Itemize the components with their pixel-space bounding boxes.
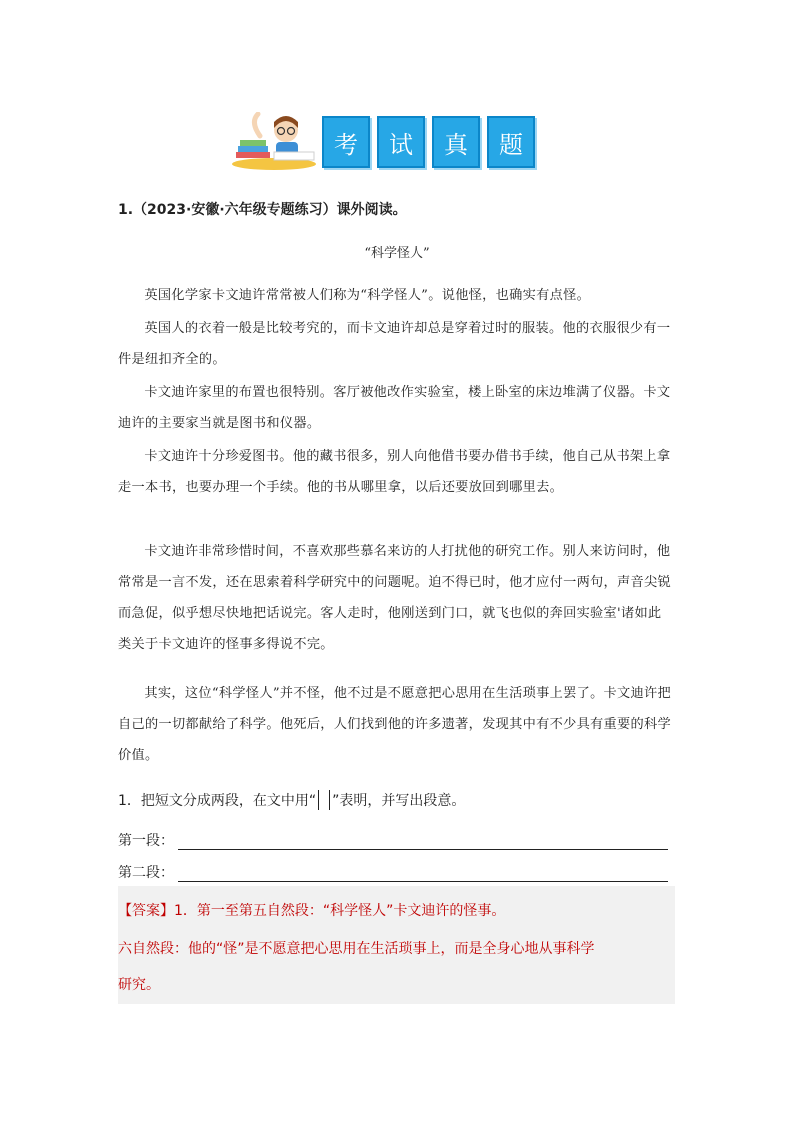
blank-label: 第二段： [118,865,174,881]
article-paragraph: 卡文迪许十分珍爱图书。他的藏书很多，别人向他借书要办借书手续，他自己从书架上拿走一本书，也要办理一个手续。他的书从哪里拿，以后还要放回到哪里去。 [118,449,671,495]
banner-tile: 试 [377,116,425,168]
first-paragraph-blank[interactable] [178,833,668,850]
answer-box [118,886,675,1004]
sub-question [118,790,465,810]
second-paragraph-blank[interactable] [178,865,668,882]
article-paragraph: 卡文迪许家里的布置也很特别。客厅被他改作实验室，楼上卧室的床边堆满了仪器。卡文迪许的主要家当就是图书和仪器。 [118,385,671,431]
sub-question-text: 1．把短文分成两段，在文中用“ [118,793,317,809]
banner-tile: 考 [322,116,370,168]
article-paragraph: 其实，这位“科学怪人”并不怪，他不过是不愿意把心思用在生活琐事上罢了。卡文迪许把自己的一切都献给了科学。他死后，人们找到他的许多遗著，发现其中有不少具有重要的科学价值。 [118,686,671,763]
sub-question-text: ”表明，并写出段意。 [332,793,466,809]
answer-blank-row [118,830,668,850]
answer-blank-row [118,862,668,882]
banner-tile: 题 [487,116,535,168]
banner-tile: 真 [432,116,480,168]
answer-text: 研究。 [118,977,160,993]
question-title: 1.（2023·安徽·六年级专题练习）课外阅读。 [118,202,407,218]
answer-text: 1．第一至第五自然段：“科学怪人”卡文迪许的怪事。 [174,903,506,919]
exam-banner [230,112,560,172]
student-reading-illustration [230,112,318,172]
answer-text: 六自然段：他的“怪”是不愿意把心思用在生活琐事上，而是全身心地从事科学 [118,941,595,957]
blank-label: 第一段： [118,833,174,849]
article-title: “科学怪人” [364,246,430,261]
article-paragraph: 英国化学家卡文迪许常常被人们称为“科学怪人”。说他怪，也确实有点怪。 [144,288,591,303]
answer-line [118,900,505,920]
divider-mark-icon [318,790,330,810]
article-paragraph: 卡文迪许非常珍惜时间，不喜欢那些慕名来访的人打扰他的研究工作。别人来访问时，他常常是一言不发，还在思索着科学研究中的问题呢。迫不得已时，他才应付一两句，声音尖锐而急促，似乎想尽快地把话说完。客人走时，他刚送到门口，就飞也似的奔回实验室'诸如此类关于卡文迪许的怪事多得说不完。 [118,544,671,652]
article-paragraph: 英国人的衣着一般是比较考究的，而卡文迪许却总是穿着过时的服装。他的衣服很少有一件是纽扣齐全的。 [118,321,671,367]
banner-tiles [322,116,535,168]
answer-tag: 【答案】 [118,903,174,919]
